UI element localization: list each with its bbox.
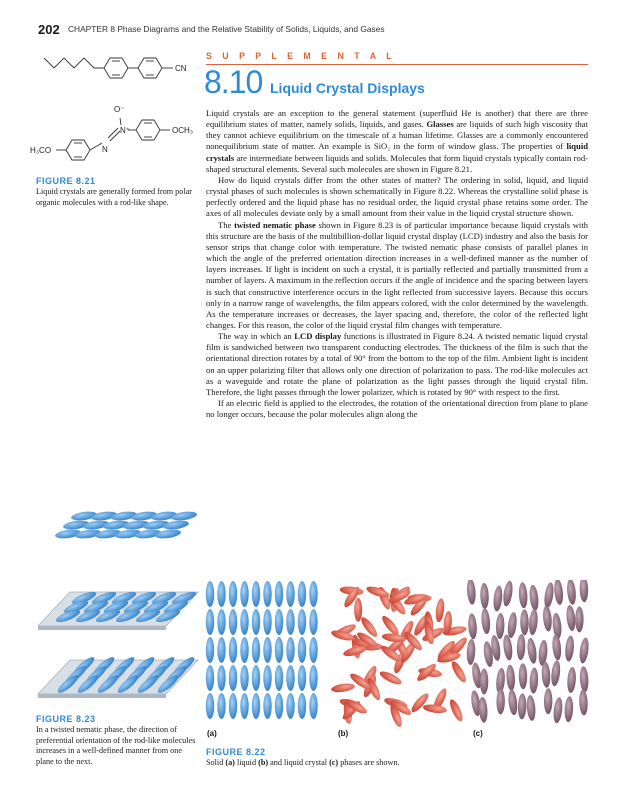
liquid-crystal-rod <box>565 605 576 632</box>
liquid-crystal-rod <box>575 606 583 632</box>
figure-8-23-caption: In a twisted nematic phase, the direction of preferential orientation of the rod-like molecules increases in a well-defined manner from one plane to the next. <box>36 725 196 766</box>
liquid-crystal-rod <box>518 693 527 719</box>
solid-rod <box>252 637 260 663</box>
liquid-crystal-rod <box>519 663 528 689</box>
liquid-crystal-rod <box>466 580 476 605</box>
paragraph-5: If an electric field is applied to the electrodes, the rotation of the orientational direction from plane to plane no longer occurs, because the polar molecules align along the <box>206 398 588 420</box>
molecule-azoxyanisole <box>56 118 170 160</box>
liquid-crystal-rod <box>564 635 575 662</box>
solid-rod <box>206 609 214 635</box>
liquid-crystal-rod <box>480 608 491 635</box>
solid-rod <box>252 581 260 607</box>
solid-rod <box>252 609 260 635</box>
figure-8-23-label: FIGURE 8.23 <box>36 714 96 724</box>
solid-rod <box>263 609 271 635</box>
glass-plate-edge <box>38 694 166 698</box>
paragraph-1: Liquid crystals are an exception to the general statement (superfluid He is another) that there are three equilibrium states of matter, namely solids, liquids, and gases. Glasses are liquids of such high viscosity that they cannot achieve equilibrium on the timescale of a human lifetime. Glasses are a commonly encountered nonequilibrium state of matter. An example is SiO₂ in the form of window glass. The properties of liquid crystals are intermediate between liquids and solids. Molecules that form liquid crystals typically contain rod-shaped structural elements. Several such molecules are shown in Figure 8.21. <box>206 108 588 174</box>
panel-c-liquid-crystal <box>466 580 590 724</box>
solid-rod <box>275 609 283 635</box>
molecule-cyanobiphenyl <box>44 58 173 78</box>
panel-a-label: (a) <box>207 729 217 738</box>
cn-label: CN <box>175 64 187 73</box>
figure-8-22-caption: Solid (a) liquid (b) and liquid crystal (c) phases are shown. <box>206 758 400 767</box>
paragraph-4: The way in which an LCD display functions is illustrated in Figure 8.24. A twisted nematic liquid crystal film is sandwiched between two transparent conducting electrodes. The thickness of the film is such that the orientational direction rotates by a total of 90° from the bottom to the top of the film. Ambient light is incident on an upper polarizing filter that allows only one direction of polarization to pass. The rod-like molecules act as a waveguide and rotate the plane of polarization as the light passes through the liquid crystal film. Therefore, the light passes through the lower polarizer, which is rotated by 90° with respect to the first. <box>206 331 589 397</box>
figure-8-22-illustration <box>204 580 600 728</box>
solid-rod <box>229 581 237 607</box>
solid-rod <box>275 693 283 719</box>
solid-rod <box>309 609 317 635</box>
solid-rod <box>252 665 260 691</box>
och3-label: OCH₃ <box>172 126 194 135</box>
liquid-crystal-rod <box>538 640 549 667</box>
h3co-label: H₃CO <box>30 146 52 155</box>
rod-molecule <box>163 519 190 531</box>
solid-rod <box>309 637 317 663</box>
running-title: CHAPTER 8 Phase Diagrams and the Relative Stability of Solids, Liquids, and Gases <box>68 24 385 34</box>
solid-rod <box>275 637 283 663</box>
liquid-rod <box>331 682 356 694</box>
solid-rod <box>206 637 214 663</box>
solid-rod <box>252 693 260 719</box>
solid-rod <box>298 581 306 607</box>
solid-rod <box>298 665 306 691</box>
panel-c-label: (c) <box>473 729 483 738</box>
solid-rod <box>298 637 306 663</box>
solid-rod <box>298 693 306 719</box>
figure-8-21-structures <box>28 48 208 168</box>
paragraph-3: The twisted nematic phase shown in Figure 8.23 is of particular importance because liquid crystals with this structure are the basis of the multibillion-dollar liquid crystal display (LCD) industry and also the basis for sensor strips that change color with temperature. The twisted nematic phase consists of parallel planes in which the angle of the preferred orientation direction increases in a well-defined manner as the number of layers increases. If light is incident on such a crystal, it is partially reflected and partially transmitted from a number of layers. A maximum in the reflection occurs if the angle of incidence and the spacing between layers is such that constructive interference occurs in the light reflected from successive layers. Because this occurs only in a narrow range of wavelengths, the film appears colored, with the color determined by the wavelength. As the temperature increases or decreases, the layer spacing and, therefore, the color of the reflected light changes. For this reason, the color of the liquid crystal film changes with temperature. <box>206 219 588 330</box>
solid-rod <box>206 665 214 691</box>
liquid-crystal-rod <box>492 585 503 612</box>
kicker-rule <box>206 64 588 65</box>
liquid-crystal-rod <box>467 613 477 639</box>
solid-rod <box>240 637 248 663</box>
solid-rod <box>263 581 271 607</box>
liquid-rod <box>435 598 446 623</box>
liquid-rod <box>354 598 362 622</box>
solid-rod <box>217 637 225 663</box>
liquid-crystal-rod <box>566 667 576 694</box>
panel-b-liquid <box>330 584 469 728</box>
solid-rod <box>275 665 283 691</box>
solid-rod <box>263 693 271 719</box>
figure-8-21-label: FIGURE 8.21 <box>36 176 96 186</box>
liquid-crystal-rod <box>552 697 563 724</box>
paragraph-2: How do liquid crystals differ from the other states of matter? The ordering in solid, liquid, and liquid crystal phases of such molecules is shown schematically in Figure 8.22. Whereas the crystalline solid phase is perfectly ordered and the liquid phase has no residual order, the liquid crystal phase retains some order. The axes of all molecules deviate only by a small amount from their value in the liquid crystal structure shown. <box>206 174 588 219</box>
solid-rod <box>286 581 294 607</box>
solid-rod <box>309 665 317 691</box>
solid-rod <box>263 637 271 663</box>
section-title: Liquid Crystal Displays <box>270 80 425 96</box>
liquid-rod <box>378 669 403 687</box>
solid-rod <box>217 665 225 691</box>
liquid-crystal-rod <box>542 605 553 632</box>
figure-8-22-label: FIGURE 8.22 <box>206 747 266 757</box>
liquid-crystal-rod <box>543 582 555 609</box>
solid-rod <box>229 693 237 719</box>
o-minus-label: O⁻ <box>114 105 125 114</box>
section-kicker: S U P P L E M E N T A L <box>206 51 396 61</box>
rod-molecule <box>155 528 182 540</box>
solid-rod <box>217 581 225 607</box>
liquid-crystal-rod <box>516 634 525 660</box>
section-number: 8.10 <box>204 64 263 100</box>
liquid-crystal-rod <box>579 666 589 692</box>
solid-rod <box>298 609 306 635</box>
solid-rod <box>217 693 225 719</box>
liquid-crystal-rod <box>579 689 589 715</box>
liquid-crystal-rod <box>507 689 518 716</box>
liquid-crystal-rod <box>578 637 590 664</box>
solid-rod <box>229 637 237 663</box>
solid-rod <box>286 637 294 663</box>
liquid-crystal-rod <box>507 612 518 639</box>
solid-rod <box>309 693 317 719</box>
solid-rod <box>206 581 214 607</box>
liquid-crystal-rod <box>480 583 489 609</box>
solid-rod <box>286 693 294 719</box>
liquid-crystal-rod <box>502 580 514 607</box>
solid-rod <box>275 581 283 607</box>
liquid-rod <box>422 703 447 714</box>
liquid-crystal-rod <box>551 634 562 661</box>
solid-rod <box>286 665 294 691</box>
panel-b-label: (b) <box>338 729 349 738</box>
liquid-crystal-rod <box>526 637 538 664</box>
liquid-crystal-rod <box>564 696 574 722</box>
liquid-crystal-rod <box>550 660 561 687</box>
liquid-crystal-rod <box>566 580 577 605</box>
liquid-crystal-rod <box>480 668 488 694</box>
liquid-crystal-rod <box>502 634 514 661</box>
liquid-crystal-rod <box>528 609 539 636</box>
solid-rod <box>206 693 214 719</box>
solid-rod <box>309 581 317 607</box>
liquid-crystal-rod <box>506 664 516 690</box>
liquid-crystal-rod <box>518 582 528 608</box>
liquid-crystal-rod <box>579 580 588 602</box>
solid-rod <box>217 609 225 635</box>
figure-8-23-illustration <box>30 500 200 710</box>
solid-rod <box>229 609 237 635</box>
panel-a-solid <box>206 581 318 719</box>
solid-rod <box>263 665 271 691</box>
glass-plate-edge <box>38 626 166 630</box>
liquid-crystal-rod <box>466 639 476 665</box>
solid-rod <box>240 581 248 607</box>
liquid-rod <box>448 698 465 723</box>
liquid-crystal-rod <box>496 613 505 639</box>
solid-rod <box>240 609 248 635</box>
liquid-crystal-rod <box>478 697 488 723</box>
rod-molecule <box>171 510 198 522</box>
liquid-crystal-rod <box>528 584 539 611</box>
page-number: 202 <box>38 22 60 37</box>
liquid-crystal-rod <box>544 688 553 714</box>
solid-rod <box>240 693 248 719</box>
liquid-crystal-rod <box>526 695 537 722</box>
n-label: N <box>102 145 108 154</box>
figure-8-21-caption: Liquid crystals are generally formed from polar organic molecules with a rod-like shape. <box>36 187 192 207</box>
liquid-crystal-rod <box>553 580 564 605</box>
n-plus-label: N⁺ <box>120 126 130 135</box>
liquid-crystal-rod <box>520 609 529 635</box>
solid-rod <box>286 609 294 635</box>
liquid-crystal-rod <box>529 667 539 693</box>
solid-rod <box>240 665 248 691</box>
solid-rod <box>229 665 237 691</box>
body-text <box>206 108 588 420</box>
liquid-crystal-rod <box>496 688 505 714</box>
liquid-rod <box>449 659 468 684</box>
